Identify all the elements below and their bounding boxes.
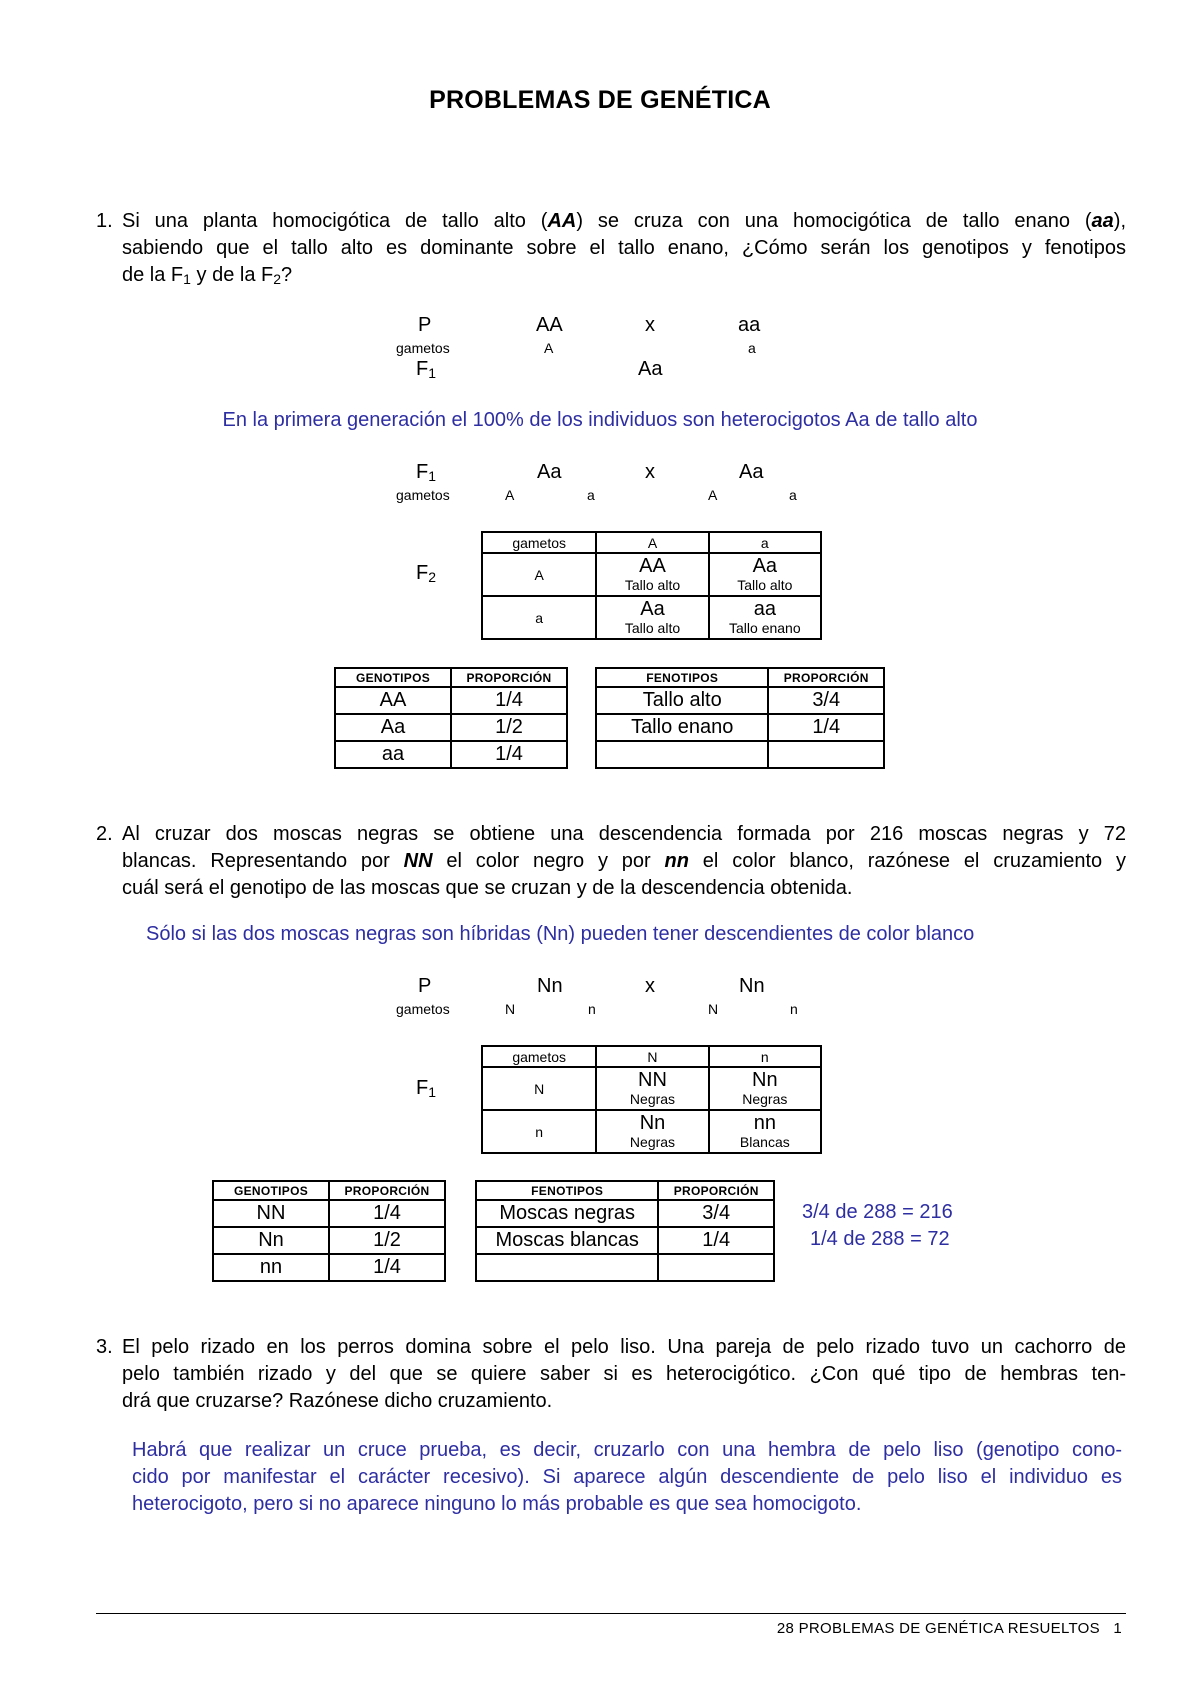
punnett-cell: Nn Negras [709, 1067, 821, 1110]
text: blancas. Representando por [122, 850, 404, 872]
text: ? [281, 264, 293, 286]
cross-parent: AA [536, 314, 563, 336]
punnett-cell: nn Blancas [709, 1110, 821, 1153]
text: drá que cruzarse? Razónese dicho cruzamiento. [122, 1390, 553, 1412]
text: cido por manifestar el carácter recesivo). Si aparece algún descendiente de pelo liso el individuo es [132, 1466, 1122, 1488]
punnett-col-header: a [709, 532, 821, 553]
table-cell: Aa [335, 714, 451, 741]
cross-label: $F_1$ [416, 461, 437, 484]
gametos-label: gametos [396, 1001, 450, 1017]
table-cell: nn [213, 1254, 329, 1281]
page-title: PROBLEMAS DE GENÉTICA [429, 86, 771, 114]
text: Si una planta homocigótica de tallo alto ( [122, 210, 548, 232]
page-number: 1 [1113, 1620, 1122, 1637]
table-cell: 1/4 [451, 687, 567, 714]
gamete: A [708, 487, 718, 503]
text: cuál será el genotipo de las moscas que se cruzan y de la descendencia obtenida. [122, 877, 853, 899]
gametos-label: gametos [396, 340, 450, 356]
table-header: PROPORCIÓN [329, 1181, 445, 1200]
cross-symbol: x [645, 975, 655, 997]
gamete: a [587, 487, 595, 503]
text: el color negro y por [432, 850, 665, 872]
table-cell: 1/4 [451, 741, 567, 768]
table-header: PROPORCIÓN [658, 1181, 774, 1200]
punnett-cell: NN Negras [596, 1067, 708, 1110]
answer-1: En la primera generación el 100% de los individuos son heterocigotos Aa de tallo alto [222, 409, 978, 431]
table-header: FENOTIPOS [476, 1181, 658, 1200]
table-row [213, 1200, 445, 1227]
punnett-cell: aa Tallo enano [709, 596, 821, 639]
genotipos-table-1 [334, 667, 568, 769]
problem-3-statement [96, 1334, 1126, 1415]
table-cell: 1/4 [329, 1200, 445, 1227]
text: y de la F [190, 264, 274, 286]
punnett-col-header: A [596, 532, 708, 553]
text: el color blanco, razónese el cruzamiento y [688, 850, 1126, 872]
gamete: n [790, 1001, 798, 1017]
genotype-emph: NN [403, 850, 433, 872]
table-row [335, 687, 567, 714]
gamete: A [505, 487, 515, 503]
gametos-label: gametos [396, 487, 450, 503]
punnett-square-1 [481, 531, 822, 640]
subscript: 2 [273, 271, 282, 287]
footer-divider [96, 1613, 1126, 1614]
table-row [476, 1227, 774, 1254]
gamete: A [544, 340, 554, 356]
punnett-cell: AA Tallo alto [596, 553, 708, 596]
table-cell: 1/2 [451, 714, 567, 741]
cross-symbol: x [645, 461, 655, 483]
punnett-cell: Nn Negras [596, 1110, 708, 1153]
text: Habrá que realizar un cruce prueba, es decir, cruzarlo con una hembra de pelo liso (genotipo cono- [132, 1439, 1122, 1461]
cross-result: Aa [638, 358, 663, 380]
punnett-col-header: N [596, 1046, 708, 1067]
cross-parent: Nn [537, 975, 563, 997]
table-cell [768, 741, 884, 768]
gamete: n [588, 1001, 596, 1017]
text: de la F [122, 264, 184, 286]
problem-1-statement [96, 208, 1126, 289]
table-row [596, 687, 884, 714]
table-cell: Moscas negras [476, 1200, 658, 1227]
punnett-cell: Aa Tallo alto [709, 553, 821, 596]
fenotipos-table-2 [475, 1180, 775, 1282]
genotype-emph: aa [1091, 210, 1114, 232]
table-cell: aa [335, 741, 451, 768]
gamete: N [708, 1001, 719, 1017]
page-footer [777, 1620, 1122, 1637]
genotipos-table-2 [212, 1180, 446, 1282]
subscript: 1 [183, 271, 191, 287]
calculation-2: 1/4 de 288 = 72 [810, 1228, 950, 1250]
table-cell: 3/4 [768, 687, 884, 714]
genotype-emph: AA [547, 210, 577, 232]
cross-label: P [418, 975, 432, 997]
f1-label: $F_1$ [416, 1077, 437, 1100]
cross-parent: Nn [739, 975, 765, 997]
table-cell: 1/4 [768, 714, 884, 741]
gamete: a [748, 340, 756, 356]
text: heterocigoto, pero si no aparece ninguno lo más probable es que sea homocigoto. [132, 1493, 862, 1515]
text: Al cruzar dos moscas negras se obtiene una descendencia formada por 216 moscas negras y 72 [122, 823, 1126, 845]
fenotipos-table-1 [595, 667, 885, 769]
problem-number: 1. [96, 210, 113, 232]
cross-parent: Aa [739, 461, 764, 483]
punnett-cell: Aa Tallo alto [596, 596, 708, 639]
table-row [213, 1254, 445, 1281]
table-row [335, 741, 567, 768]
answer-2: Sólo si las dos moscas negras son híbridas (Nn) pueden tener descendientes de color blanco [146, 923, 975, 945]
table-row [596, 714, 884, 741]
table-row [335, 714, 567, 741]
text: ), [1113, 210, 1126, 232]
cross-parent: Aa [537, 461, 562, 483]
table-row [476, 1254, 774, 1281]
punnett-corner: gametos [482, 532, 596, 553]
genotype-emph: nn [664, 850, 689, 872]
cross-symbol: x [645, 314, 655, 336]
table-cell: Moscas blancas [476, 1227, 658, 1254]
table-cell: 3/4 [658, 1200, 774, 1227]
table-header: FENOTIPOS [596, 668, 768, 687]
problem-number: 3. [96, 1336, 113, 1358]
table-cell [476, 1254, 658, 1281]
table-cell [658, 1254, 774, 1281]
table-cell [596, 741, 768, 768]
punnett-corner: gametos [482, 1046, 596, 1067]
table-cell: AA [335, 687, 451, 714]
gamete: a [789, 487, 797, 503]
table-cell: 1/2 [329, 1227, 445, 1254]
table-header: GENOTIPOS [335, 668, 451, 687]
table-row [476, 1200, 774, 1227]
table-header: PROPORCIÓN [451, 668, 567, 687]
problem-2-statement [96, 821, 1126, 902]
table-cell: 1/4 [658, 1227, 774, 1254]
gamete: N [505, 1001, 516, 1017]
text: sabiendo que el tallo alto es dominante sobre el tallo enano, ¿Cómo serán los genotipos y fenotipos [122, 237, 1126, 259]
table-cell: NN [213, 1200, 329, 1227]
calculation-1: 3/4 de 288 = 216 [802, 1201, 953, 1223]
table-cell: Tallo enano [596, 714, 768, 741]
punnett-col-header: n [709, 1046, 821, 1067]
f2-label: $F_2$ [416, 562, 437, 585]
table-cell: 1/4 [329, 1254, 445, 1281]
cross-label: P [418, 314, 432, 336]
table-row [596, 741, 884, 768]
punnett-row-header: a [482, 596, 596, 639]
cross-parent: aa [738, 314, 761, 336]
table-header: GENOTIPOS [213, 1181, 329, 1200]
text: ) se cruza con una homocigótica de tallo enano ( [576, 210, 1092, 232]
table-cell: Nn [213, 1227, 329, 1254]
table-cell: Tallo alto [596, 687, 768, 714]
answer-3 [132, 1437, 1122, 1518]
cross-label: $F_1$ [416, 358, 437, 381]
punnett-row-header: N [482, 1067, 596, 1110]
text: pelo también rizado y del que se quiere saber si es heterocigótico. ¿Con qué tipo de hembras ten- [122, 1363, 1126, 1385]
punnett-row-header: n [482, 1110, 596, 1153]
text: El pelo rizado en los perros domina sobre el pelo liso. Una pareja de pelo rizado tuvo un cachorro de [122, 1336, 1126, 1358]
punnett-square-2 [481, 1045, 822, 1154]
problem-number: 2. [96, 823, 113, 845]
table-row [213, 1227, 445, 1254]
footer-text: 28 PROBLEMAS DE GENÉTICA RESUELTOS [776, 1620, 1100, 1637]
punnett-row-header: A [482, 553, 596, 596]
table-header: PROPORCIÓN [768, 668, 884, 687]
